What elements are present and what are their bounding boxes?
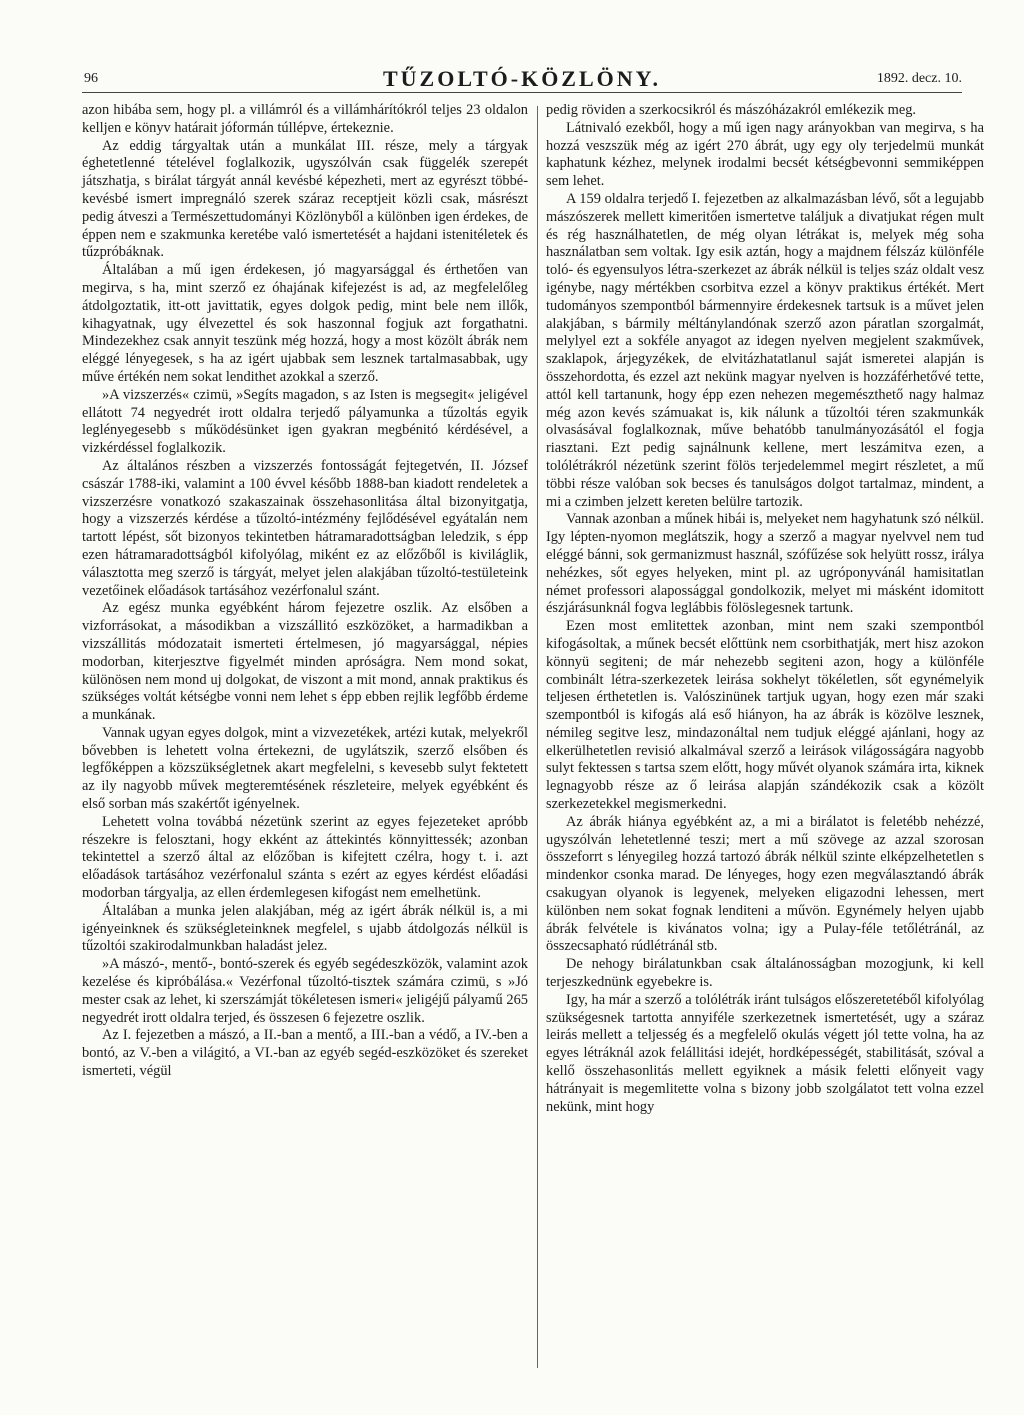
paragraph: Az I. fejezetben a mászó, a II.-ban a mentő, a III.-ban a védő, a IV.-ben a bontó, az V.-ben a világitó, a VI.-ban az egyéb segéd-eszközöket és szereket ismerteti, végül <box>82 1027 528 1080</box>
publication-title: TŰZOLTÓ-KÖZLÖNY. <box>382 66 662 91</box>
paragraph: Az ábrák hiánya egyébként az, a mi a birálatot is feletébb nehézzé, ugyszólván lehetetlenné teszi; mert a mű szövege az azzal szorosan összeforrt s lényegileg hozzá tartozó ábrák nélkül szinte elképzelhetetlen s mindenkor csonka marad. De lényeges, hogy ezen megválasztandó ábrák csakugyan olyanok is legyenek, melyeken eligazodni lehessen, mert különben nem sokat fognak lenditeni a művön. Egynémely helyen ujabb ábrák felvétele is kivánatos volna; igy a Pulay-féle tetőlétránál, az összecsapható rúdlétránál stb. <box>546 813 984 955</box>
paragraph: Látnivaló ezekből, hogy a mű igen nagy arányokban van megirva, s ha hozzá veszszük még az igért 270 ábrát, ugy egy oly terjedelmü munkát kaphatunk kézhez, melynek irodalmi becsét kétségbevonni semmiképpen sem lehet. <box>546 119 984 190</box>
paragraph: Az eddig tárgyaltak után a munkálat III. része, mely a tárgyak éghetetlenné tételével foglalkozik, ugyszólván csak függelék szerepét játszhatja, s birálat tárgyát annál kevésbé képezheti, mert az egyrészt többé-kevésbé ismert impregnáló szerek száraz receptjeit közli csak, másrészt pedig átveszi a Természettudományi Közlönyből a különben igen érdekes, de éppen nem e szakmunka keretébe való ismertetését a hajdani istenitéletek és tűzpróbáknak. <box>82 137 528 261</box>
page-number: 96 <box>84 71 98 86</box>
column-divider <box>537 106 538 1368</box>
paragraph: A 159 oldalra terjedő I. fejezetben az alkalmazásban lévő, sőt a legujabb mászószerek mellett kimeritően ismertetve találjuk a divatjukat régen mult és rég használhatetlen, de még olyan létrákat is, melyek még soha használatban sem voltak. Igy esik aztán, hogy a majdnem félszáz különféle toló- és egyensulyos létra-szerkezet az ábrák nélkül is teljes száz oldalt vesz igénybe, nagy mértékben csorbitva ezzel a könyv praktikus értékét. Mert tudományos szempontból bármennyire érdekesnek tartsuk is a művet jelen alakjában, s bármily méltánylandónak szerző azon páratlan szorgalmát, melylyel ezt a sokféle anyagot az idegen nyelven megjelent szakművek, szaklapok, árjegyzékek, de elvitázhatatlanul saját ismeretei alapján is összehordotta, és ezzel azt nekünk magyar nyelven is hozzáférhetővé tette, attól kell tartanunk, hogy épp ezen nehezen megemészthető nagy halmaz még azon kevés számuakat is, kik nálunk a tűzoltói téren szakmunkák olvasásával foglalkoznak, műve behatóbb tanulmányozásától el fogja riasztani. Ezt pedig sajnálnunk kellene, mert leszámitva ezen, a tolólétrákról nézetünk szerint fölös terjedelemmel megirt részletet, a mű többi része valóban sok becses és tanulságos dolgot tartalmaz, mindent, a mi a czimben jelzett kereten belülre tartozik. <box>546 190 984 510</box>
paragraph: De nehogy birálatunkban csak általánosságban mozogjunk, ki kell terjeszkednünk egyebekre is. <box>546 956 984 991</box>
left-column <box>82 102 528 1081</box>
paragraph: Az általános részben a vizszerzés fontosságát fejtegetvén, II. József császár 1788-iki, valamint a 100 évvel később 1888-ban kiadott rendeletek a vizszerzésre vonatkozó szakaszainak összehasonlitása által bizonyitgatja, hogy a vizszerzés kérdése a tűzoltó-intézmény fejlődésével egyátalán nem tartott lépést, sőt bizonyos tekintetben hátramaradottságban leledzik, s épp ezen hátramaradottságból kifolyólag, miként ez az előzőből is kiviláglik, választotta meg szerző is tárgyát, melyet jelen alakjában tűzoltó-testületeink vezetőinek előadások tartásához vezérfonalul szánt. <box>82 457 528 599</box>
right-column <box>546 102 984 1116</box>
paragraph: Igy, ha már a szerző a tolólétrák iránt tulságos előszeretetéből kifolyólag szükségesnek tartotta annyiféle szerkezetnek ismertetését, ugy a száraz leirás mellett a teljesség és a megfelelő okulás végett jól tette volna, ha az egyes létráknál azok felállitási idejét, hordképességét, stabilitását, szóval a kellő összehasonlitás mellett egyiknek a másik feletti előnyeit vagy hátrányait is megemlitette volna s bizony jobb szolgálatot tett volna ezzel nekünk, mint hogy <box>546 991 984 1115</box>
paragraph: Az egész munka egyébként három fejezetre oszlik. Az elsőben a vizforrásokat, a másodikban a vizszállitó eszközöket, a harmadikban a vizszállitás módozatait ismerteti értelmesen, jó magyarsággal, népies modorban, kiterjesztve figyelmét minden apróságra. Nem mond sokat, különösen nem mond uj dolgokat, de viszont a mit mond, annak praktikus és szükséges voltát kétségbe vonni nem lehet s épp ebben rejlik legfőbb érdeme a munkának. <box>82 600 528 724</box>
issue-date: 1892. decz. 10. <box>876 71 962 86</box>
paragraph: Általában a munka jelen alakjában, még az igért ábrák nélkül is, a mi igényeinknek és szükségleteinknek megfelel, s ujabb átdolgozás nélkül is tűzoltói szakirodalmunkban haladást jelez. <box>82 902 528 955</box>
paragraph: »A mászó-, mentő-, bontó-szerek és egyéb segédeszközök, valamint azok kezelése és kipróbálása.« Vezérfonal tűzoltó-tisztek számára czimü, s »Jó mester csak az lehet, ki szerszámját tökéletesen ismeri« jeligéjű pályamű 265 negyedrét irott oldalra terjed, és összesen 6 fejezetre oszlik. <box>82 956 528 1026</box>
running-header <box>82 66 962 93</box>
paragraph: pedig röviden a szerkocsikról és mászóházakról emlékezik meg. <box>546 102 917 118</box>
paragraph: Vannak azonban a műnek hibái is, melyeket nem hagyhatunk szó nélkül. Igy lépten-nyomon meglátszik, hogy a szerző a magyar nyelvvel nem tud eléggé bánni, sok germanizmust használ, szófűzése sok helyütt rossz, irálya nehézkes, sőt egyes helyeken, mint pl. az ugróponyvánál hamisitatlan német professori alapossággal gondolkozik, melyet mi másként idomitott észjárásunknál fogva leglábbis fölöslegesnek tartunk. <box>546 511 985 617</box>
paragraph: Vannak ugyan egyes dolgok, mint a vizvezetékek, artézi kutak, melyekről bővebben is lehetett volna értekezni, de ugylátszik, szerző elsőben és legfőképpen a közszükségletnek akart megfelelni, s kevesebb sulyt fektetett az ily nagyobb művek megteremtésének részleteire, melyek egyébként és első sorban más szakértőt igényelnek. <box>82 724 528 813</box>
paragraph: Lehetett volna továbbá nézetünk szerint az egyes fejezeteket apróbb részekre is felosztani, hogy ekként az áttekintés könnyittessék; azonban tekintettel a szerző által az előzőban is kifejtett czélra, hogy t. i. azt előadások tartásához vezérfonalul szánta s ezért az egyes kérdést előadási modorban tárgyalja, az ellen érdemlegesen kifogást nem emelhetünk. <box>82 813 528 902</box>
paragraph: azon hibába sem, hogy pl. a villámról és a villámhárítókról teljes 23 oldalon kelljen e könyv határait jóformán túllépve, értekeznie. <box>82 102 528 136</box>
paragraph: Általában a mű igen érdekesen, jó magyarsággal és érthetően van megirva, s ha, mint szerző ez óhajának kifejezést is ad, az megfelelőleg átdolgoztatik, itt-ott javittatik, egyes dolgok pedig, mint bele nem illők, kihagyatnak, ugy élvezettel és sok haszonnal fogjuk azt forgathatni. Mindezekhez csak annyit teszünk még hozzá, hogy a most közölt ábrák nem eléggé lényegesek, s ha az igért ujabbak sem lesznek tartalmasabbak, ugy műve értékén nem sokat lendithet azokkal a szerző. <box>82 262 528 385</box>
paragraph: »A vizszerzés« czimü, »Segíts magadon, s az Isten is megsegit« jeligével ellátott 74 negyedrét irott oldalra terjedő pályamunka a tűzoltás egyik leglényegesebb s működésünket igen gyakran megbénitó kérdésével, a vizkérdéssel foglalkozik. <box>82 386 528 457</box>
paragraph: Ezen most emlitettek azonban, mint nem szaki szempontból kifogásoltak, a műnek becsét előttünk nem csorbithatják, mert hisz azokon könnyü segiteni; de már nehezebb segiteni azon, hogy a különféle combinált létra-szerkezetek leirása sokhelyt tökéletlen, sőt egynémelyik teljesen érthetetlen is. Valószinünek tartjuk ugyan, hogy ezen már szaki szempontból is kifogás alá eső hiányon, ha az ábrák is közölve lesznek, némileg segitve lesz, mindazonáltal nem tudjuk eléggé ajánlani, hogy az elkerülhetetlen revisió alkalmával szerző a leirások világosságára nagyobb sulyt fektessen s tartsa szem előtt, hogy művét olyanok számára irta, kiknek legnagyobb része az ő leirása alapján szándékozik csak a közölt szerkezetekkel megismerkedni. <box>546 618 984 813</box>
